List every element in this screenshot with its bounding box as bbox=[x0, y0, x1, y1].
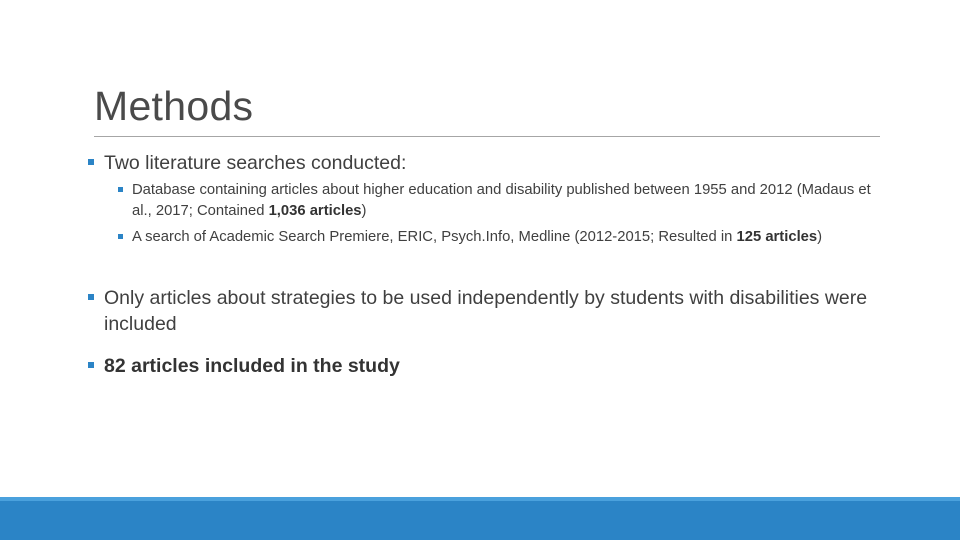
sub-bullet-2 bbox=[118, 227, 878, 248]
footer-band bbox=[0, 497, 960, 540]
title-divider bbox=[94, 136, 880, 137]
sub-bullet-2-bold: 125 articles bbox=[736, 229, 818, 245]
sub-bullet-1-pre: Database containing articles about higher education and disability published between 1955 and 2012 (Madaus et al., 2017; Contained bbox=[132, 182, 871, 219]
bullet-1-text: Two literature searches conducted: bbox=[104, 152, 407, 174]
bullet-square-icon bbox=[88, 159, 94, 165]
bullet-square-icon bbox=[118, 187, 123, 192]
bullet-square-icon bbox=[88, 362, 94, 368]
bullet-2 bbox=[88, 285, 878, 337]
footer-band-highlight bbox=[0, 497, 960, 501]
slide-title: Methods bbox=[94, 83, 254, 129]
sub-bullet-2-pre: A search of Academic Search Premiere, ERIC, Psych.Info, Medline (2012-2015; Resulted in bbox=[132, 229, 737, 245]
sub-bullet-1-post: ) bbox=[361, 203, 367, 219]
bullet-3-bold: 82 articles included in the study bbox=[104, 355, 400, 377]
bullet-1 bbox=[88, 150, 888, 176]
bullet-3 bbox=[88, 353, 878, 379]
sub-bullet-1 bbox=[118, 180, 878, 222]
sub-bullet-2-text bbox=[118, 227, 878, 248]
sub-bullet-2-post: ) bbox=[817, 229, 823, 245]
bullet-3-text bbox=[88, 353, 878, 379]
bullet-square-icon bbox=[88, 294, 94, 300]
sub-bullet-1-text bbox=[118, 180, 878, 222]
bullet-2-text: Only articles about strategies to be used independently by students with disabilities were included bbox=[104, 287, 868, 335]
sub-bullet-1-bold: 1,036 articles bbox=[268, 203, 362, 219]
bullet-square-icon bbox=[118, 234, 123, 239]
